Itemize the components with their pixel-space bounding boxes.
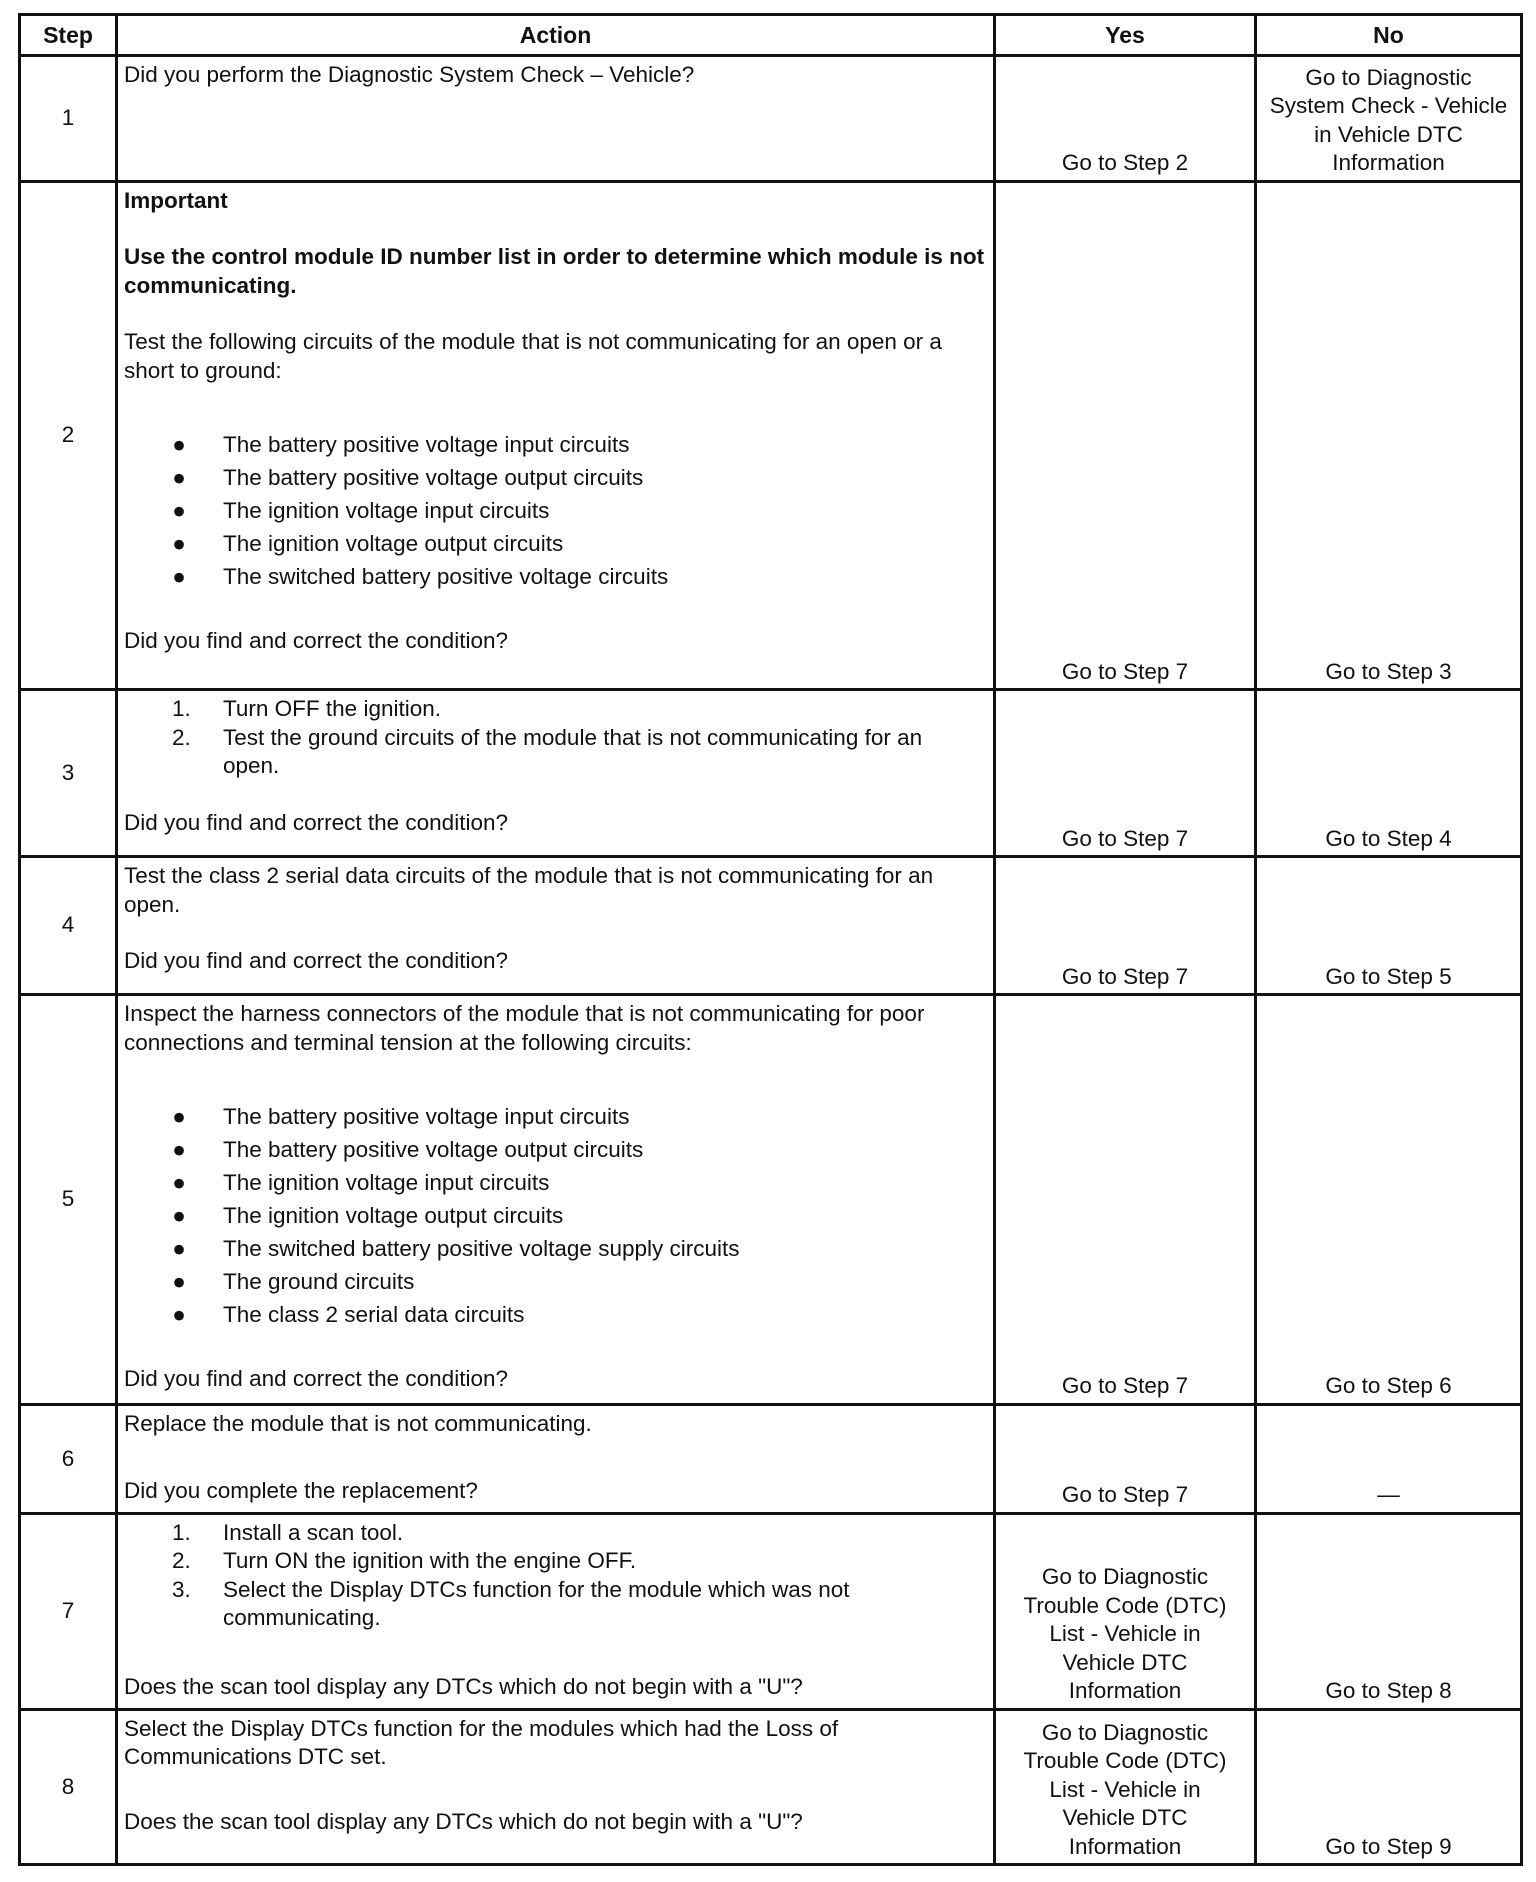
list-item: ● The switched battery positive voltage circuits bbox=[124, 560, 989, 593]
list-item: ● The ignition voltage output circuits bbox=[124, 527, 989, 560]
yes-cell: Go to Diagnostic Trouble Code (DTC) List - Vehicle in Vehicle DTC Information bbox=[995, 1709, 1256, 1864]
bullet-icon: ● bbox=[172, 432, 186, 458]
bullet-icon: ● bbox=[172, 498, 186, 524]
action-cell bbox=[117, 1404, 995, 1513]
step-row-7 bbox=[20, 1513, 1522, 1709]
step-number: 7 bbox=[20, 1513, 117, 1709]
step-row-2 bbox=[20, 181, 1522, 689]
action-question: Did you find and correct the condition? bbox=[124, 948, 508, 974]
list-item: 1. Turn OFF the ignition. bbox=[172, 696, 442, 722]
yes-cell: Go to Step 2 bbox=[995, 56, 1256, 182]
list-item: ● The ignition voltage input circuits bbox=[124, 494, 989, 527]
important-text: Use the control module ID number list in order to determine which module is not communicating. bbox=[124, 244, 985, 298]
list-item: ● The battery positive voltage input circuits bbox=[124, 1100, 989, 1133]
action-intro: Test the class 2 serial data circuits of the module that is not communicating for an open. bbox=[124, 863, 934, 917]
no-cell: Go to Step 8 bbox=[1256, 1513, 1522, 1709]
step-number: 3 bbox=[20, 690, 117, 857]
no-cell: Go to Step 9 bbox=[1256, 1709, 1522, 1864]
bullet-icon: ● bbox=[172, 1170, 186, 1196]
circuit-list bbox=[124, 428, 989, 593]
list-item: ● The battery positive voltage output circuits bbox=[124, 1133, 989, 1166]
header-action: Action bbox=[117, 15, 995, 56]
diagnostic-table bbox=[18, 13, 1523, 1866]
list-item: ● The battery positive voltage output circuits bbox=[124, 461, 989, 494]
action-intro: Replace the module that is not communicating. bbox=[124, 1410, 592, 1436]
no-cell: Go to Step 4 bbox=[1256, 690, 1522, 857]
list-item: 3. Select the Display DTCs function for the module which was not communicating. bbox=[172, 1576, 850, 1631]
action-cell bbox=[117, 1513, 995, 1709]
numbered-list bbox=[124, 1515, 989, 1633]
action-cell bbox=[117, 181, 995, 689]
header-row bbox=[20, 15, 1522, 56]
numbered-list bbox=[124, 691, 989, 781]
action-intro: Select the Display DTCs function for the modules which had the Loss of Communications DTC set. bbox=[124, 1715, 839, 1770]
yes-cell: Go to Step 7 bbox=[995, 857, 1256, 995]
yes-cell: Go to Diagnostic Trouble Code (DTC) List - Vehicle in Vehicle DTC Information bbox=[995, 1513, 1256, 1709]
circuit-list bbox=[124, 1100, 989, 1331]
list-item: 1. Install a scan tool. bbox=[172, 1519, 404, 1545]
action-intro: Inspect the harness connectors of the module that is not communicating for poor connections and terminal tension at the following circuits: bbox=[124, 1001, 925, 1055]
list-item: 2. Turn ON the ignition with the engine OFF. bbox=[172, 1548, 637, 1574]
important-label: Important bbox=[124, 187, 228, 213]
step-number: 6 bbox=[20, 1404, 117, 1513]
step-row-1 bbox=[20, 56, 1522, 182]
action-cell bbox=[117, 995, 995, 1405]
no-cell: Go to Step 6 bbox=[1256, 995, 1522, 1405]
yes-cell: Go to Step 7 bbox=[995, 181, 1256, 689]
bullet-icon: ● bbox=[172, 1137, 186, 1163]
list-item: ● The class 2 serial data circuits bbox=[124, 1298, 989, 1331]
step-number: 8 bbox=[20, 1709, 117, 1864]
yes-cell: Go to Step 7 bbox=[995, 690, 1256, 857]
action-question: Did you find and correct the condition? bbox=[124, 628, 508, 654]
action-question: Does the scan tool display any DTCs which do not begin with a "U"? bbox=[124, 1808, 803, 1834]
action-cell bbox=[117, 857, 995, 995]
list-item: ● The battery positive voltage input circuits bbox=[124, 428, 989, 461]
step-number: 5 bbox=[20, 995, 117, 1405]
step-row-5 bbox=[20, 995, 1522, 1405]
step-row-6 bbox=[20, 1404, 1522, 1513]
action-question: Did you complete the replacement? bbox=[124, 1478, 478, 1504]
action-text: Did you perform the Diagnostic System Check – Vehicle? bbox=[124, 62, 695, 87]
no-cell: Go to Diagnostic System Check - Vehicle in Vehicle DTC Information bbox=[1256, 56, 1522, 182]
step-row-8 bbox=[20, 1709, 1522, 1864]
no-cell: Go to Step 5 bbox=[1256, 857, 1522, 995]
bullet-icon: ● bbox=[172, 564, 186, 590]
yes-cell: Go to Step 7 bbox=[995, 995, 1256, 1405]
list-item: ● The ignition voltage output circuits bbox=[124, 1199, 989, 1232]
list-item: ● The ignition voltage input circuits bbox=[124, 1166, 989, 1199]
header-no: No bbox=[1256, 15, 1522, 56]
yes-cell: Go to Step 7 bbox=[995, 1404, 1256, 1513]
list-item: ● The ground circuits bbox=[124, 1265, 989, 1298]
action-question: Did you find and correct the condition? bbox=[124, 809, 508, 835]
header-yes: Yes bbox=[995, 15, 1256, 56]
bullet-icon: ● bbox=[172, 1302, 186, 1328]
no-cell: Go to Step 3 bbox=[1256, 181, 1522, 689]
bullet-icon: ● bbox=[172, 1104, 186, 1130]
step-number: 2 bbox=[20, 181, 117, 689]
list-item: ● The switched battery positive voltage supply circuits bbox=[124, 1232, 989, 1265]
step-row-4 bbox=[20, 857, 1522, 995]
action-cell bbox=[117, 690, 995, 857]
action-cell bbox=[117, 1709, 995, 1864]
bullet-icon: ● bbox=[172, 1236, 186, 1262]
step-row-3 bbox=[20, 690, 1522, 857]
action-question: Did you find and correct the condition? bbox=[124, 1366, 508, 1392]
no-cell: — bbox=[1256, 1404, 1522, 1513]
list-item: 2. Test the ground circuits of the module that is not communicating for an open. bbox=[172, 724, 923, 779]
step-number: 4 bbox=[20, 857, 117, 995]
step-number: 1 bbox=[20, 56, 117, 182]
bullet-icon: ● bbox=[172, 465, 186, 491]
action-cell bbox=[117, 56, 995, 182]
bullet-icon: ● bbox=[172, 531, 186, 557]
bullet-icon: ● bbox=[172, 1269, 186, 1295]
bullet-icon: ● bbox=[172, 1203, 186, 1229]
action-intro: Test the following circuits of the module that is not communicating for an open or a short to ground: bbox=[124, 329, 942, 383]
action-question: Does the scan tool display any DTCs which do not begin with a "U"? bbox=[124, 1673, 803, 1699]
header-step: Step bbox=[20, 15, 117, 56]
